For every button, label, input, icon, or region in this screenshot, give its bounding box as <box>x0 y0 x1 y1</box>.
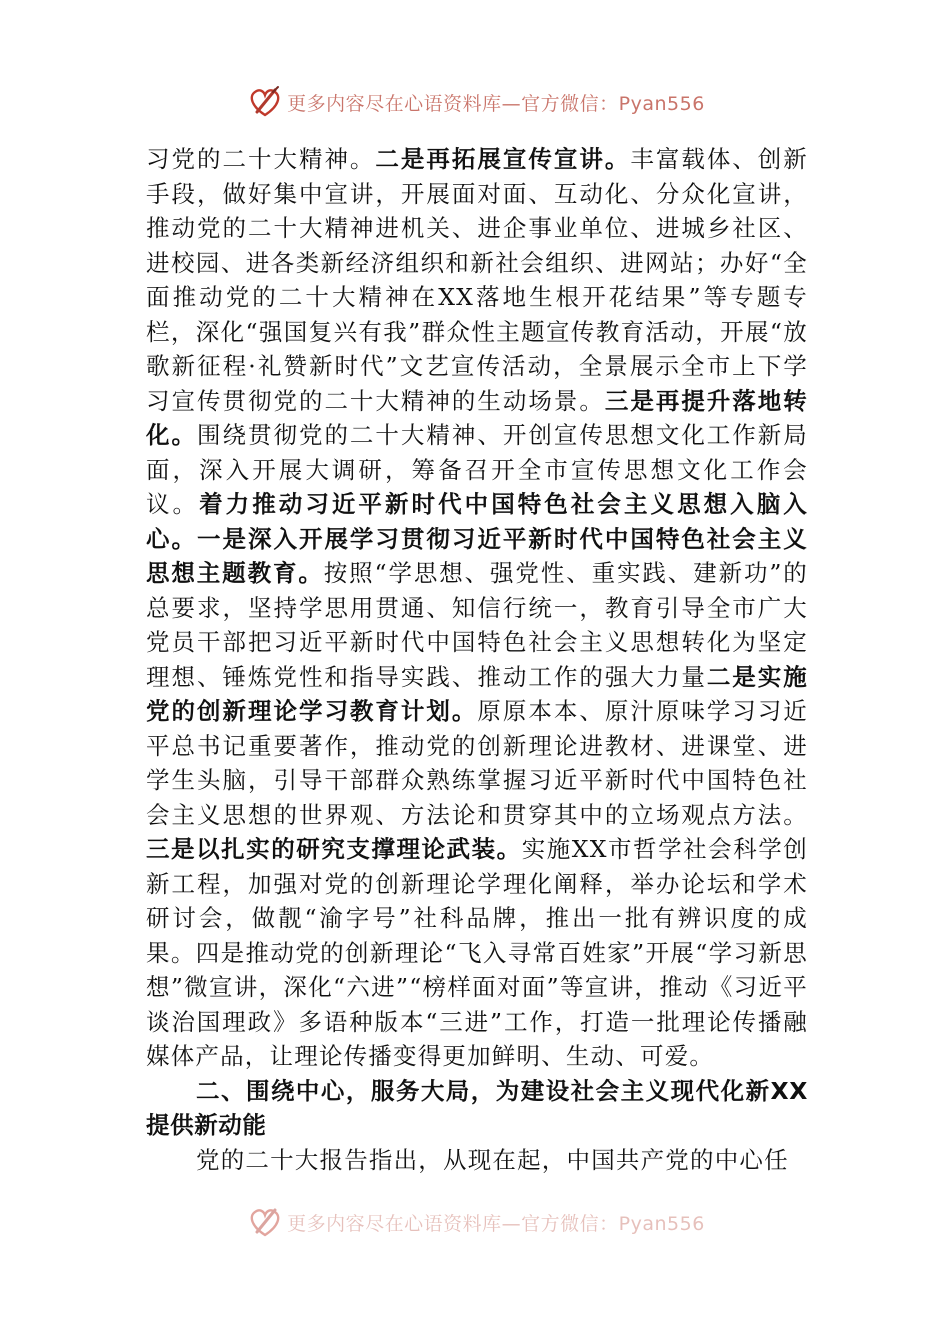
bold-text-run: 二是再拓展宣传宣讲。 <box>375 145 631 173</box>
watermark-text: 更多内容尽在心语资料库—官方微信：Pyan556 <box>287 92 705 115</box>
bold-text-run: 三是以扎实的研究支撑理论武装。 <box>146 835 522 863</box>
text-run: 实施XX市哲学社会科学创新工程，加强对党的创新理论学理化阐释，举办论坛和学术研讨会，做靓“渝字号”社科品牌，推出一批有辨识度的成果。四是推动党的创新理论“飞入寻常百姓家”开展“学习新思想”微宣讲，深化“六进”“榜样面对面”等宣讲，推动《习近平谈治国理政》多语种版本“三进”工作，打造一批理论传播融媒体产品，让理论传播变得更加鲜明、生动、可爱。 <box>146 835 808 1070</box>
watermark-footer <box>0 1202 950 1242</box>
text-run: 按照“学思想、强党性、重实践、建新功”的总要求，坚持学思用贯通、知信行统一，教育引导全市广大党员干部把习近平新时代中国特色社会主义思想转化为坚定理想、锤炼党性和指导实践、推动工作的强大力量 <box>146 559 808 691</box>
watermark-text: 更多内容尽在心语资料库—官方微信：Pyan556 <box>287 1212 705 1235</box>
bold-text-run: 二是实施党的创新理论学习教育计划。 <box>146 662 808 725</box>
body-paragraph <box>146 142 808 1074</box>
section-heading: 二、围绕中心，服务大局，为建设社会主义现代化新XX提供新动能 <box>146 1076 808 1139</box>
text-run: 围绕贯彻党的二十大精神、开创宣传思想文化工作新局面，深入开展大调研，筹备召开全市宣传思想文化工作会议。 <box>146 421 808 518</box>
heart-pen-logo-icon <box>245 82 285 122</box>
bold-text-run: 三是再提升落地转化。 <box>146 386 808 449</box>
text-run: 原原本本、原汁原味学习习近平总书记重要著作，推动党的创新理论进教材、进课堂、进学生头脑，引导干部群众熟练掌握习近平新时代中国特色社会主义思想的世界观、方法论和贯穿其中的立场观点方法。 <box>146 697 808 829</box>
document-body <box>146 142 808 1177</box>
text-run: 丰富载体、创新手段，做好集中宣讲，开展面对面、互动化、分众化宣讲，推动党的二十大精神进机关、进企事业单位、进城乡社区、进校园、进各类新经济组织和新社会组织、进网站；办好“全面推动党的二十大精神在XX落地生根开花结果”等专题专栏，深化“强国复兴有我”群众性主题宣传教育活动，开展“放歌新征程·礼赞新时代”文艺宣传活动，全景展示全市上下学习宣传贯彻党的二十大精神的生动场景。 <box>146 145 808 415</box>
bold-text-run: 着力推动习近平新时代中国特色社会主义思想入脑入心。一是深入开展学习贯彻习近平新时代中国特色社会主义思想主题教育。 <box>146 490 808 587</box>
text-run: 习党的二十大精神。 <box>146 145 376 173</box>
heart-pen-logo-icon <box>245 1202 285 1242</box>
watermark-header <box>0 82 950 122</box>
body-paragraph-continued: 党的二十大报告指出，从现在起，中国共产党的中心任 <box>196 1145 789 1174</box>
